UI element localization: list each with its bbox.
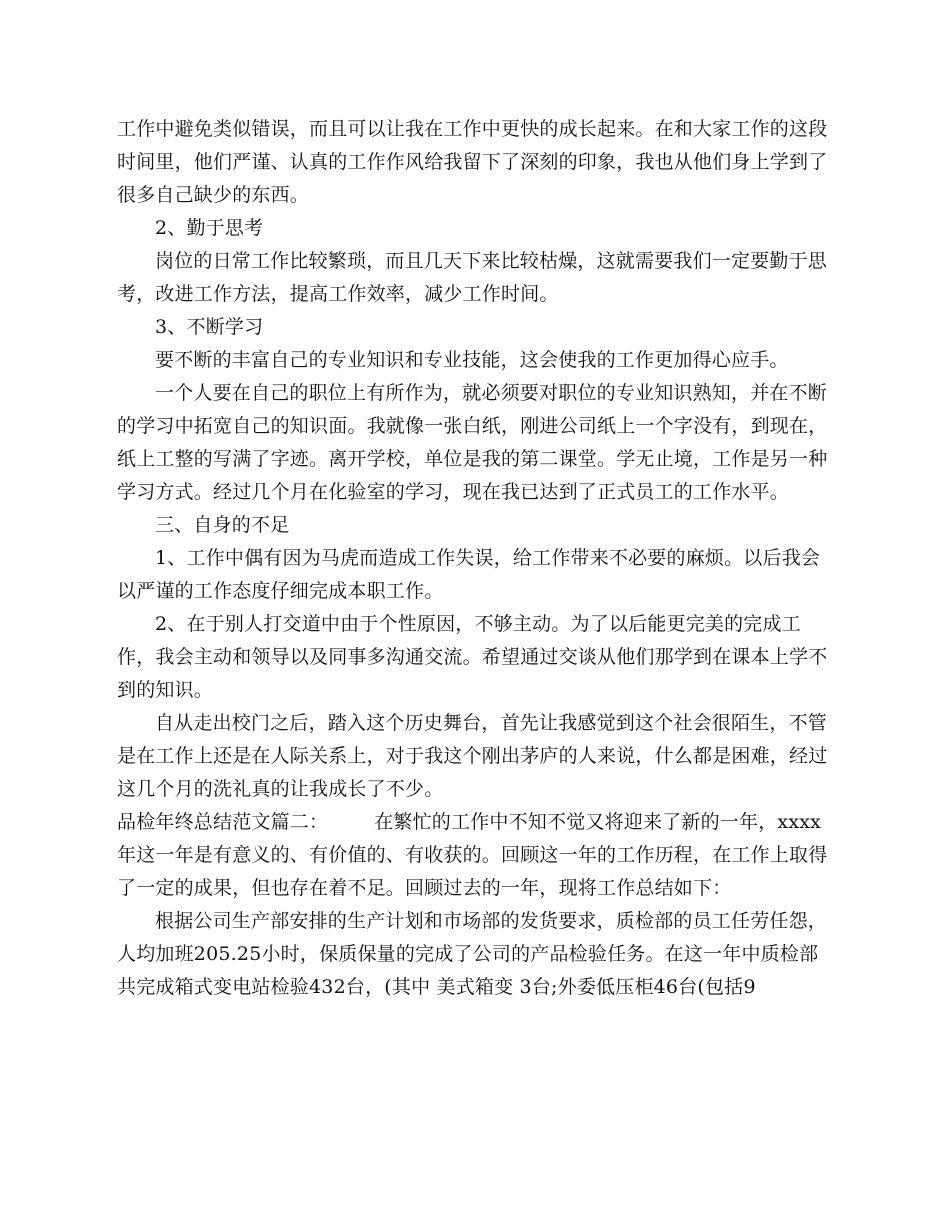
heading-shortcomings: 三、自身的不足	[155, 514, 290, 536]
paragraph-continuation: 工作中避免类似错误，而且可以让我在工作中更快的成长起来。在和大家工作的这段时间里，他们严谨、认真的工作作风给我留下了深刻的印象，我也从他们身上学到了很多自己缺少的东西。	[117, 118, 828, 206]
paragraph-thinking: 岗位的日常工作比较繁琐，而且几天下来比较枯燥，这就需要我们一定要勤于思考，改进工作方法，提高工作效率，减少工作时间。	[117, 250, 828, 305]
heading-continuous-learning: 3、不断学习	[155, 316, 264, 338]
paragraph-shortcoming-1: 1、工作中偶有因为马虎而造成工作失误，给工作带来不必要的麻烦。以后我会以严谨的工作态度仔细完成本职工作。	[117, 547, 821, 602]
paragraph-production-inspection: 根据公司生产部安排的生产计划和市场部的发货要求，质检部的员工任劳任怨，人均加班205.25小时，保质保量的完成了公司的产品检验任务。在这一年中质检部共完成箱式变电站检验432台，(其中 美式箱变 3台;外委低压柜46台(包括9	[117, 910, 828, 998]
paragraph-learning-2: 一个人要在自己的职位上有所作为，就必须要对职位的专业知识熟知，并在不断的学习中拓宽自己的知识面。我就像一张白纸，刚进公司纸上一个字没有，到现在，纸上工整的写满了字迹。离开学校，单位是我的第二课堂。学无止境，工作是另一种学习方式。经过几个月在化验室的学习，现在我已达到了正式员工的工作水平。	[117, 382, 828, 503]
section-two-title: 品检年终总结范文篇二：	[117, 811, 329, 833]
heading-diligent-thinking: 2、勤于思考	[155, 217, 264, 239]
section-two-paragraph	[117, 806, 837, 905]
section-two-body: 在繁忙的工作中不知不觉又将迎来了新的一年，xxxx年这一年是有意义的、有价值的、有收获的。回顾这一年的工作历程，在工作上取得了一定的成果，但也存在着不足。回顾过去的一年，现将工作总结如下：	[117, 811, 828, 899]
document-body	[117, 113, 837, 1004]
paragraph-conclusion: 自从走出校门之后，踏入这个历史舞台，首先让我感觉到这个社会很陌生，不管是在工作上还是在人际关系上，对于我这个刚出茅庐的人来说，什么都是困难，经过这几个月的洗礼真的让我成长了不少。	[117, 712, 828, 800]
paragraph-shortcoming-2: 2、在于别人打交道中由于个性原因，不够主动。为了以后能更完美的完成工作，我会主动和领导以及同事多沟通交流。希望通过交谈从他们那学到在课本上学不到的知识。	[117, 613, 828, 701]
paragraph-learning-1: 要不断的丰富自己的专业知识和专业技能，这会使我的工作更加得心应手。	[155, 349, 789, 371]
